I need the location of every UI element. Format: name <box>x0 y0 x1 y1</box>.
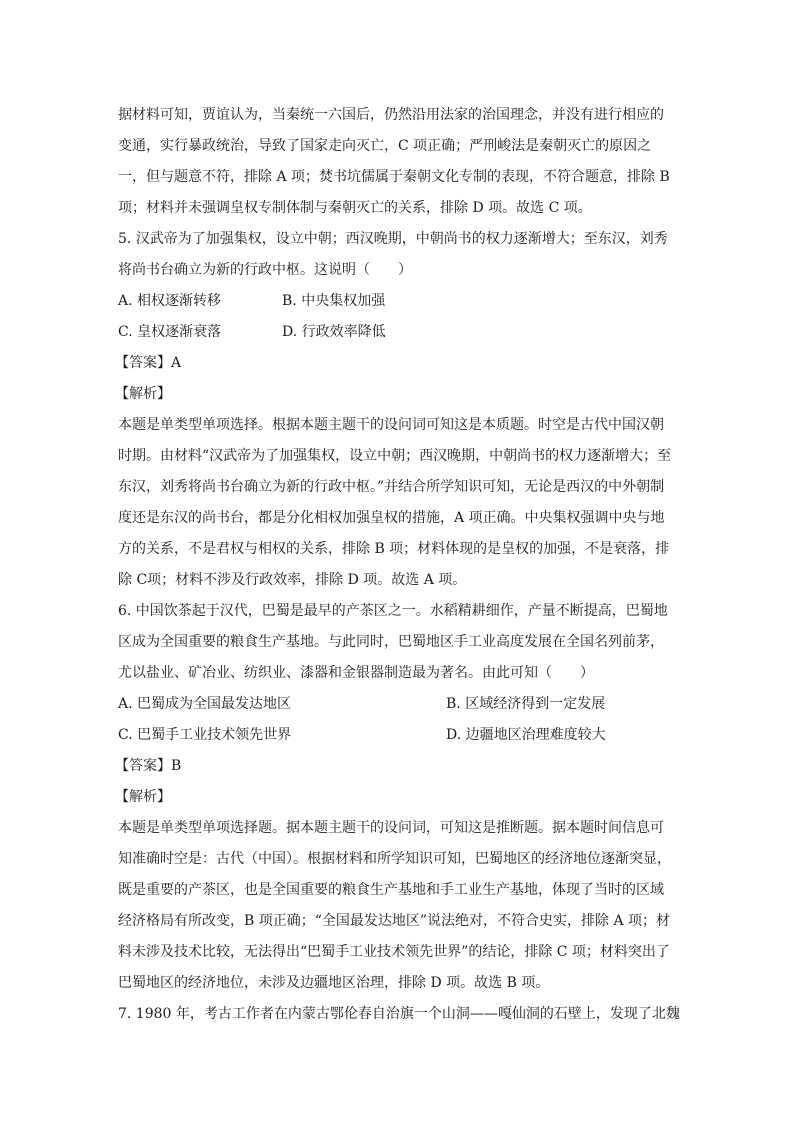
analysis-line: 本题是单类型单项选择。根据本题主题干的设问词可知这是本质题。时空是古代中国汉朝 <box>118 417 664 433</box>
text-line: 变通，实行暴政统治，导致了国家走向灭亡，C 项正确；严刑峻法是秦朝灭亡的原因之 <box>118 138 652 154</box>
analysis-line: 本题是单类型单项选择题。据本题主题干的设问词，可知这是推断题。据本题时间信息可 <box>118 820 664 836</box>
text-line: 一，但与题意不符，排除 A 项；焚书坑儒属于秦朝文化专制的表现，不符合题意，排除 B <box>118 169 670 185</box>
question-stem-line: 5. 汉武帝为了加强集权，设立中朝；西汉晚期，中朝尚书的权力逐渐增大；至东汉，刘秀 <box>118 231 668 247</box>
analysis-line: 除 C项；材料不涉及行政效率，排除 D 项。故选 A 项。 <box>118 572 467 588</box>
option-d: D. 边疆地区治理难度较大 <box>446 727 606 743</box>
answer-label: 【答案】B <box>115 758 182 774</box>
analysis-line: 既是重要的产茶区，也是全国重要的粮食生产基地和手工业生产基地，体现了当时的区域 <box>118 882 664 898</box>
option-a: A. 巴蜀成为全国最发达地区 <box>118 696 292 712</box>
option-b: B. 区域经济得到一定发展 <box>446 696 606 712</box>
text-line: 据材料可知，贾谊认为，当秦统一六国后，仍然沿用法家的治国理念，并没有进行相应的 <box>118 107 664 123</box>
question-stem-line: 将尚书台确立为新的行政中枢。这说明（ ） <box>118 262 412 278</box>
analysis-line: 经济格局有所改变，B 项正确；“全国最发达地区”说法绝对，不符合史实，排除 A 项；材 <box>118 913 671 929</box>
question-stem-line: 7. 1980 年，考古工作者在内蒙古鄂伦春自治旗一个山洞——嘎仙洞的石壁上，发现了北魏 <box>118 1006 680 1022</box>
question-stem-line: 尤以盐业、矿冶业、纺织业、漆器和金银器制造最为著名。由此可知（ ） <box>118 665 594 681</box>
analysis-label: 【解析】 <box>115 386 171 402</box>
analysis-line: 时期。由材料“汉武帝为了加强集权，设立中朝；西汉晚期，中朝尚书的权力逐渐增大；至 <box>118 448 672 464</box>
text-line: 项；材料并未强调皇权专制体制与秦朝灭亡的关系，排除 D 项。故选 C 项。 <box>118 200 592 216</box>
answer-label: 【答案】A <box>115 355 182 371</box>
option-row <box>118 317 678 348</box>
option-row <box>118 689 678 720</box>
analysis-line: 东汉，刘秀将尚书台确立为新的行政中枢。”并结合所学知识可知，无论是西汉的中外朝制 <box>118 479 665 495</box>
question-7 <box>118 999 678 1030</box>
option-c: C. 巴蜀手工业技术领先世界 <box>118 727 292 743</box>
document-page <box>115 100 680 1030</box>
analysis-line: 巴蜀地区的经济地位，未涉及边疆地区治理，排除 D 项。故选 B 项。 <box>118 975 550 991</box>
analysis-line: 方的关系，不是君权与相权的关系，排除 B 项；材料体现的是皇权的加强，不是衰落，排 <box>118 541 670 557</box>
option-b: B. 中央集权加强 <box>282 293 386 309</box>
option-d: D. 行政效率降低 <box>282 324 386 340</box>
analysis-line: 料未涉及技术比较，无法得出“巴蜀手工业技术领先世界”的结论，排除 C 项；材料突出了 <box>118 944 670 960</box>
question-6 <box>115 596 678 999</box>
option-row <box>118 720 678 751</box>
analysis-line: 度还是东汉的尚书台，都是分化相权加强皇权的措施，A 项正确。中央集权强调中央与地 <box>118 510 665 526</box>
analysis-line: 知准确时空是：古代（中国）。根据材料和所学知识可知，巴蜀地区的经济地位逐渐突显， <box>118 851 671 867</box>
previous-analysis-block <box>118 100 678 224</box>
question-stem-line: 6. 中国饮茶起于汉代，巴蜀是最早的产茶区之一。水稻精耕细作，产量不断提高，巴蜀地 <box>118 603 668 619</box>
analysis-label: 【解析】 <box>115 789 171 805</box>
option-c: C. 皇权逐渐衰落 <box>118 324 222 340</box>
option-row <box>118 286 678 317</box>
question-stem-line: 区成为全国重要的粮食生产基地。与此同时，巴蜀地区手工业高度发展在全国名列前茅， <box>118 634 664 650</box>
option-a: A. 相权逐渐转移 <box>118 293 222 309</box>
question-5 <box>115 224 678 596</box>
